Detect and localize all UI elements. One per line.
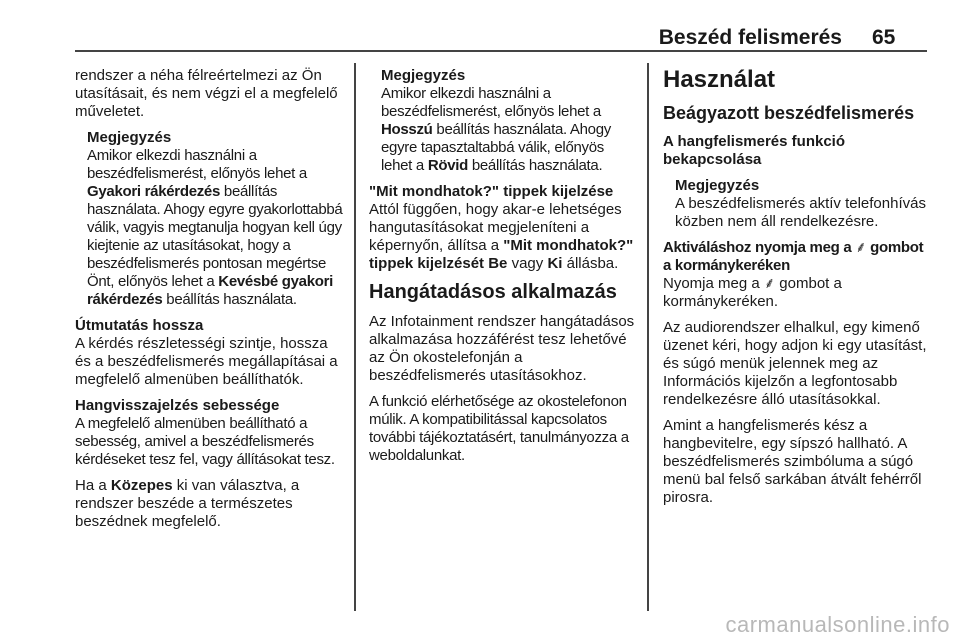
section-aktivalas — [663, 239, 929, 311]
paragraph: A funkció elérhetősége az okostelefonon múlik. A kompatibilitással kapcsolatos további tájékoztatásért, tanulmányozza a weboldalunkat. — [369, 393, 629, 464]
section-heading: Aktiváláshoz nyomja meg a ⸙ gombot a kormánykeréken — [663, 239, 924, 274]
voice-command-icon: ⸙ — [763, 275, 776, 292]
note-heading: Megjegyzés — [675, 177, 760, 194]
section-hangvisszajelzes — [75, 397, 347, 469]
section-heading: Útmutatás hossza — [75, 317, 204, 334]
topic-heading: A hangfelismerés funkció bekapcsolása — [663, 133, 845, 168]
section-heading: Hangvisszajelzés sebessége — [75, 397, 280, 414]
header-rule — [75, 50, 927, 52]
paragraph: rendszer a néha félreértelmezi az Ön utasításait, és nem végzi el a megfelelő műveletet. — [75, 67, 338, 120]
paragraph: Amint a hangfelismerés kész a hangbevitelre, egy sípszó hallható. A beszédfelismerés szimbóluma a súgó menü bal felső sarkában átvált fehérről pirosra. — [663, 417, 922, 506]
page-number: 65 — [872, 26, 896, 49]
paragraph: Az audiorendszer elhalkul, egy kimenő üzenet kéri, hogy adjon ki egy utasítást, és súgó menük jelennek meg az Információs kijelzőn a legfontosabb rendelkezésre álló utasításokkal. — [663, 319, 927, 408]
section-heading: "Mit mondhatok?" tippek kijelzése — [369, 183, 614, 200]
section-text: A megfelelő almenüben beállítható a sebesség, amivel a beszédfelismerés kérdéseket tesz fel, vagy állításokat tesz. — [75, 415, 335, 468]
section-text: Attól függően, hogy akar-e lehetséges hangutasításokat megjeleníteni a képernyőn, állítsa a "Mit mondhatok?" tippek kijelzését Be vagy Ki állásba. — [369, 201, 634, 272]
section-text: Nyomja meg a ⸙ gombot a kormánykeréken. — [663, 275, 842, 310]
section-title: Hangátadásos alkalmazás — [369, 281, 617, 303]
note-box — [369, 67, 635, 175]
column-divider-1 — [354, 63, 356, 611]
voice-command-icon: ⸙ — [855, 239, 867, 256]
watermark: carmanualsonline.info — [725, 612, 950, 637]
column-1 — [75, 67, 347, 539]
note-box — [75, 129, 347, 309]
subchapter-title: Beágyazott beszédfelismerés — [663, 103, 915, 123]
column-3 — [663, 67, 929, 515]
note-text: Amikor elkezdi használni a beszédfelismerést, előnyös lehet a Hosszú beállítás használata. Ahogy egyre tapasztaltabbá válik, előnyös lehet a Rövid beállítás használata. — [381, 85, 611, 174]
section-tippek — [369, 183, 635, 273]
note-box — [663, 177, 929, 231]
column-2 — [369, 67, 635, 473]
page-title: Beszéd felismerés — [658, 26, 842, 49]
paragraph: Ha a Közepes ki van választva, a rendszer beszéde a természetes beszédnek megfelelő. — [75, 477, 300, 530]
note-heading: Megjegyzés — [87, 129, 172, 146]
column-divider-2 — [647, 63, 649, 611]
note-heading: Megjegyzés — [381, 67, 466, 84]
paragraph: Az Infotainment rendszer hangátadásos alkalmazása hozzáférést tesz lehetővé az Ön okostelefonján a beszédfelismerés utasításokhoz. — [369, 313, 635, 384]
chapter-title: Használat — [663, 66, 776, 93]
note-text: A beszédfelismerés aktív telefonhívás közben nem áll rendelkezésre. — [675, 195, 926, 230]
note-text: Amikor elkezdi használni a beszédfelismerést, előnyös lehet a Gyakori rákérdezés beállítás használata. Ahogy egyre gyakorlottabbá válik, vagyis megtanulja hogyan kell úgy kiejtenie az utasításokat, hogy a beszédfelismerés pontosan megértse Önt, előnyös lehet a Kevésbé gyakori rákérdezés beállítás használata. — [87, 147, 343, 308]
section-utmutatas — [75, 317, 347, 389]
section-text: A kérdés részletességi szintje, hossza és a beszédfelismerés megállapításai a megfelelő almenüben beállíthatók. — [75, 335, 338, 388]
